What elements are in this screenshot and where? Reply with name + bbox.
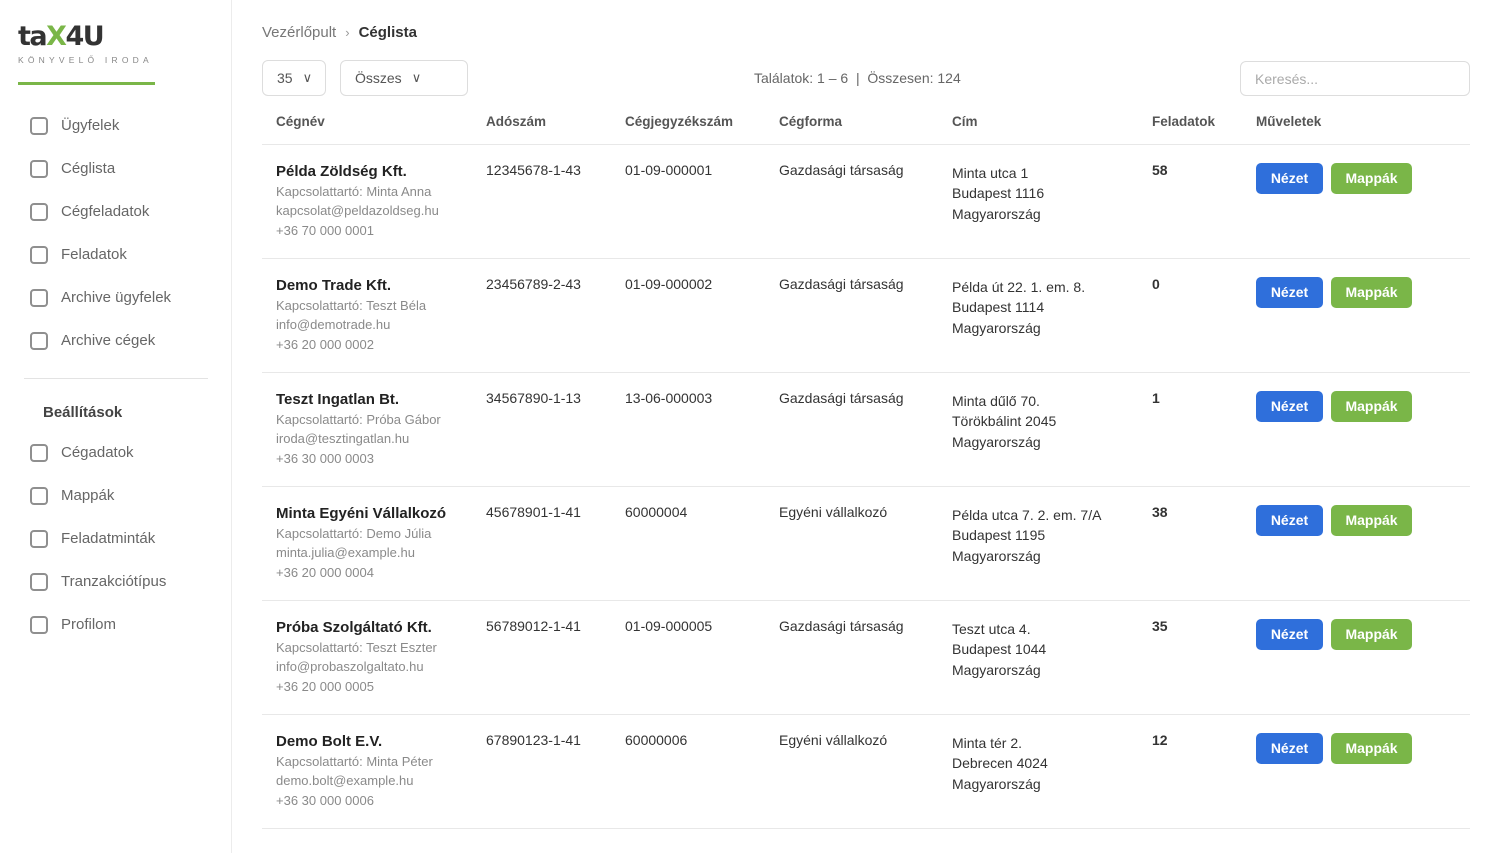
task-count: 1 (1152, 389, 1160, 406)
table-row (262, 258, 1470, 372)
sidebar-item-label: Cégadatok (61, 444, 134, 461)
sidebar-item-cegfeladatok[interactable] (30, 190, 171, 233)
logo-text: taX4U (18, 21, 104, 52)
sidebar-item-label: Tranzakciótípus (61, 573, 167, 590)
company-form: Gazdasági társaság (779, 389, 904, 406)
col-header-address[interactable]: Cím (952, 100, 1152, 144)
sidebar-item-label: Feladatok (61, 246, 127, 263)
results-count: Találatok: 1 – 6 | Összesen: 124 (754, 70, 961, 86)
contact-phone: +36 20 000 0005 (276, 678, 374, 694)
task-count: 38 (1152, 503, 1168, 520)
view-button[interactable]: Nézet (1256, 733, 1323, 764)
folders-button[interactable]: Mappák (1331, 391, 1412, 422)
sidebar-item-label: Céglista (61, 160, 116, 177)
contact-email: info@demotrade.hu (276, 317, 391, 332)
brand-logo[interactable] (18, 20, 155, 85)
task-count: 0 (1152, 275, 1160, 292)
sidebar-item-feladatok[interactable] (30, 233, 171, 276)
sidebar-item-label: Profilom (61, 616, 117, 633)
address-city: Debrecen 4024 (952, 755, 1048, 771)
task-count: 58 (1152, 161, 1168, 178)
checkbox-icon (30, 160, 48, 178)
contact-person: Kapcsolattartó: Teszt Eszter (276, 639, 437, 655)
breadcrumb-current: Céglista (358, 24, 417, 41)
address-street: Minta dűlő 70. (952, 392, 1040, 409)
address-city: Budapest 1044 (952, 641, 1047, 657)
registration-number: 60000004 (625, 503, 688, 520)
sidebar-item-label: Ügyfelek (61, 117, 120, 134)
address-country: Magyarország (952, 547, 1041, 564)
folders-button[interactable]: Mappák (1331, 733, 1412, 764)
table-row (262, 600, 1470, 714)
sidebar-item-profilom[interactable] (30, 603, 166, 646)
address-street: Példa út 22. 1. em. 8. (952, 278, 1086, 295)
contact-email: minta.julia@example.hu (276, 545, 415, 560)
company-name[interactable]: Demo Trade Kft. (276, 276, 392, 294)
contact-person: Kapcsolattartó: Minta Péter (276, 753, 433, 769)
contact-person: Kapcsolattartó: Próba Gábor (276, 411, 441, 427)
breadcrumb-parent[interactable]: Vezérlőpult (262, 24, 337, 41)
sidebar-item-tranzakciotipus[interactable] (30, 560, 166, 603)
company-name[interactable]: Teszt Ingatlan Bt. (276, 390, 400, 408)
contact-email: demo.bolt@example.hu (276, 773, 414, 788)
contact-person: Kapcsolattartó: Minta Anna (276, 183, 432, 199)
col-header-actions: Műveletek (1256, 100, 1470, 144)
task-count: 12 (1152, 731, 1168, 748)
table-body (262, 144, 1470, 828)
address-city: Törökbálint 2045 (952, 413, 1057, 429)
task-count: 35 (1152, 617, 1168, 634)
contact-email: iroda@tesztingatlan.hu (276, 431, 410, 446)
address-country: Magyarország (952, 775, 1041, 792)
table-row (262, 714, 1470, 828)
sidebar-item-label: Feladatminták (61, 530, 156, 547)
company-name[interactable]: Minta Egyéni Vállalkozó (276, 504, 447, 522)
address-street: Példa utca 7. 2. em. 7/A (952, 506, 1102, 523)
col-header-tax[interactable]: Adószám (486, 100, 625, 144)
checkbox-icon (30, 530, 48, 548)
contact-email: info@probaszolgaltato.hu (276, 659, 424, 674)
registration-number: 01-09-000001 (625, 161, 713, 178)
sidebar-divider (24, 378, 208, 379)
checkbox-icon (30, 573, 48, 591)
tax-number: 23456789-2-43 (486, 275, 581, 292)
search-input[interactable] (1240, 61, 1470, 96)
sidebar-item-label: Archive cégek (61, 332, 156, 349)
sidebar (0, 0, 232, 853)
address-country: Magyarország (952, 433, 1041, 450)
settings-nav (30, 431, 166, 646)
address-country: Magyarország (952, 661, 1041, 678)
filter-select[interactable] (340, 60, 468, 96)
address-country: Magyarország (952, 205, 1041, 222)
col-header-form[interactable]: Cégforma (779, 100, 952, 144)
sidebar-item-cegadatok[interactable] (30, 431, 166, 474)
company-form: Gazdasági társaság (779, 617, 904, 634)
tax-number: 34567890-1-13 (486, 389, 581, 406)
sidebar-nav (30, 104, 171, 362)
checkbox-icon (30, 487, 48, 505)
contact-email: kapcsolat@peldazoldseg.hu (276, 203, 439, 218)
registration-number: 01-09-000002 (625, 275, 713, 292)
contact-person: Kapcsolattartó: Demo Júlia (276, 525, 432, 541)
address-street: Minta tér 2. (952, 734, 1023, 751)
logo-subtitle: KÖNYVELŐ IRODA (18, 55, 153, 65)
sidebar-item-mappak[interactable] (30, 474, 166, 517)
company-name[interactable]: Próba Szolgáltató Kft. (276, 618, 432, 636)
checkbox-icon (30, 332, 48, 350)
per-page-select[interactable] (262, 60, 326, 96)
company-form: Gazdasági társaság (779, 161, 904, 178)
sidebar-item-ceglista[interactable] (30, 147, 171, 190)
main-content (262, 0, 1470, 853)
contact-phone: +36 20 000 0002 (276, 336, 374, 352)
view-button[interactable]: Nézet (1256, 391, 1323, 422)
company-table (262, 100, 1470, 829)
table-row (262, 144, 1470, 258)
registration-number: 01-09-000005 (625, 617, 713, 634)
contact-phone: +36 30 000 0003 (276, 450, 374, 466)
sidebar-item-label: Archive ügyfelek (61, 289, 172, 306)
company-form: Egyéni vállalkozó (779, 731, 888, 748)
contact-phone: +36 30 000 0006 (276, 792, 374, 808)
chevron-down-icon: ∨ (411, 70, 422, 85)
chevron-down-icon: ∨ (302, 70, 313, 85)
sidebar-item-archive-ugyfelek[interactable] (30, 276, 171, 319)
settings-heading: Beállítások (43, 404, 123, 421)
tax-number: 12345678-1-43 (486, 161, 581, 178)
table-row (262, 486, 1470, 600)
folders-button[interactable]: Mappák (1331, 163, 1412, 194)
address-country: Magyarország (952, 319, 1041, 336)
address-street: Minta utca 1 (952, 164, 1029, 181)
checkbox-icon (30, 444, 48, 462)
address-street: Teszt utca 4. (952, 620, 1031, 637)
view-button[interactable]: Nézet (1256, 505, 1323, 536)
checkbox-icon (30, 616, 48, 634)
sidebar-item-archive-cegek[interactable] (30, 319, 171, 362)
sidebar-item-label: Mappák (61, 487, 115, 504)
folders-button[interactable]: Mappák (1331, 277, 1412, 308)
tax-number: 56789012-1-41 (486, 617, 581, 634)
checkbox-icon (30, 246, 48, 264)
company-name[interactable]: Demo Bolt E.V. (276, 732, 383, 750)
company-form: Egyéni vállalkozó (779, 503, 888, 520)
contact-phone: +36 70 000 0001 (276, 222, 374, 238)
registration-number: 60000006 (625, 731, 688, 748)
col-header-reg[interactable]: Cégjegyzékszám (625, 100, 779, 144)
sidebar-item-ugyfelek[interactable] (30, 104, 171, 147)
breadcrumb-separator-icon: › (345, 25, 350, 40)
folders-button[interactable]: Mappák (1331, 619, 1412, 650)
view-button[interactable]: Nézet (1256, 163, 1323, 194)
filter-value: Összes (355, 70, 402, 86)
checkbox-icon (30, 117, 48, 135)
breadcrumb (262, 24, 417, 41)
address-city: Budapest 1195 (952, 527, 1046, 543)
table-row (262, 372, 1470, 486)
table-header-row (262, 100, 1470, 144)
view-button[interactable]: Nézet (1256, 277, 1323, 308)
sidebar-item-label: Cégfeladatok (61, 203, 150, 220)
address-city: Budapest 1114 (952, 299, 1045, 315)
contact-phone: +36 20 000 0004 (276, 564, 374, 580)
registration-number: 13-06-000003 (625, 389, 713, 406)
folders-button[interactable]: Mappák (1331, 505, 1412, 536)
tax-number: 67890123-1-41 (486, 731, 581, 748)
company-form: Gazdasági társaság (779, 275, 904, 292)
company-name[interactable]: Példa Zöldség Kft. (276, 162, 407, 180)
tax-number: 45678901-1-41 (486, 503, 581, 520)
checkbox-icon (30, 289, 48, 307)
sidebar-item-feladatmintak[interactable] (30, 517, 166, 560)
per-page-value: 35 (277, 70, 293, 86)
contact-person: Kapcsolattartó: Teszt Béla (276, 297, 427, 313)
col-header-name[interactable]: Cégnév (262, 100, 486, 144)
view-button[interactable]: Nézet (1256, 619, 1323, 650)
address-city: Budapest 1116 (952, 185, 1045, 201)
col-header-tasks[interactable]: Feladatok (1152, 100, 1256, 144)
checkbox-icon (30, 203, 48, 221)
